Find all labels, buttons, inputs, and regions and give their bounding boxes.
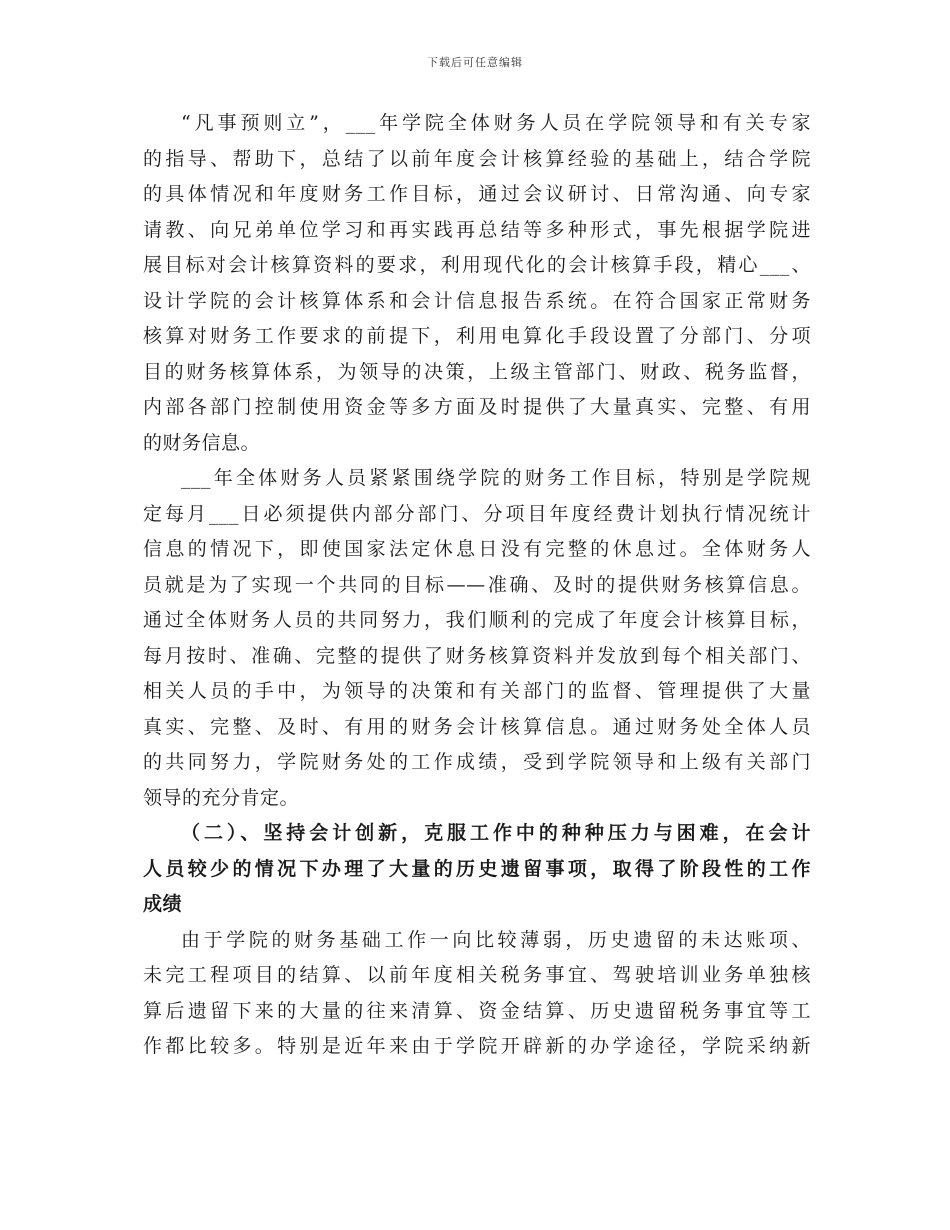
text-line: 信息的情况下，即使国家法定休息日没有完整的休息过。全体财务人 [143, 538, 811, 560]
paragraph-2 [143, 461, 811, 816]
text-line: 领导的充分肯定。 [143, 786, 300, 809]
text-line: 相关人员的手中，为领导的决策和有关部门的监督、管理提供了大量 [143, 680, 811, 702]
text-line: 的具体情况和年度财务工作目标，通过会议研讨、日常沟通、向专家 [143, 183, 811, 205]
page-header: 下载后可任意编辑 [427, 56, 523, 69]
text-line: 员就是为了实现一个共同的目标——准确、及时的提供财务核算信息。 [143, 573, 811, 596]
heading-line: 成绩 [143, 893, 183, 915]
text-line: 的指导、帮助下，总结了以前年度会计核算经验的基础上，结合学院 [143, 147, 811, 170]
text-line: 真实、完整、及时、有用的财务会计核算信息。通过财务处全体人员 [143, 715, 811, 738]
text-line: 每月按时、准确、完整的提供了财务核算资料并发放到每个相关部门、 [143, 644, 811, 667]
text-line: 的财务信息。 [143, 431, 261, 454]
heading-line: （二）、坚持会计创新，克服工作中的种种压力与困难，在会计 [181, 822, 811, 844]
heading-line: 人员较少的情况下办理了大量的历史遗留事项，取得了阶段性的工作 [143, 857, 811, 880]
text-line: 内部各部门控制使用资金等多方面及时提供了大量真实、完整、有用 [143, 396, 811, 418]
text-line: “凡事预则立”，___年学院全体财务人员在学院领导和有关专家 [181, 112, 811, 134]
document-body [143, 106, 811, 1065]
text-line: ___年全体财务人员紧紧围绕学院的财务工作目标，特别是学院规 [181, 467, 811, 489]
text-line: 目的财务核算体系，为领导的决策，上级主管部门、财政、税务监督， [143, 360, 811, 383]
paragraph-1 [143, 106, 811, 461]
text-line: 定每月___日必须提供内部分部门、分项目年度经费计划执行情况统计 [143, 502, 811, 525]
text-line: 通过全体财务人员的共同努力，我们顺利的完成了年度会计核算目标， [143, 609, 811, 631]
text-line: 未完工程项目的结算、以前年度相关税务事宜、驾驶培训业务单独核 [143, 964, 811, 986]
text-line: 设计学院的会计核算体系和会计信息报告系统。在符合国家正常财务 [143, 289, 811, 312]
text-line: 作都比较多。特别是近年来由于学院开辟新的办学途径，学院采纳新 [143, 1035, 811, 1057]
text-line: 核算对财务工作要求的前提下，利用电算化手段设置了分部门、分项 [143, 325, 811, 347]
paragraph-3 [143, 923, 811, 1065]
text-line: 算后遗留下来的大量的往来清算、资金结算、历史遗留税务事宜等工 [143, 999, 811, 1022]
text-line: 请教、向兄弟单位学习和再实践再总结等多种形式，事先根据学院进 [143, 218, 811, 241]
section-heading [143, 816, 811, 923]
text-line: 展目标对会计核算资料的要求，利用现代化的会计核算手段，精心___、 [143, 254, 811, 276]
text-line: 的共同努力，学院财务处的工作成绩，受到学院领导和上级有关部门 [143, 751, 811, 773]
text-line: 由于学院的财务基础工作一向比较薄弱，历史遗留的未达账项、 [181, 928, 811, 951]
